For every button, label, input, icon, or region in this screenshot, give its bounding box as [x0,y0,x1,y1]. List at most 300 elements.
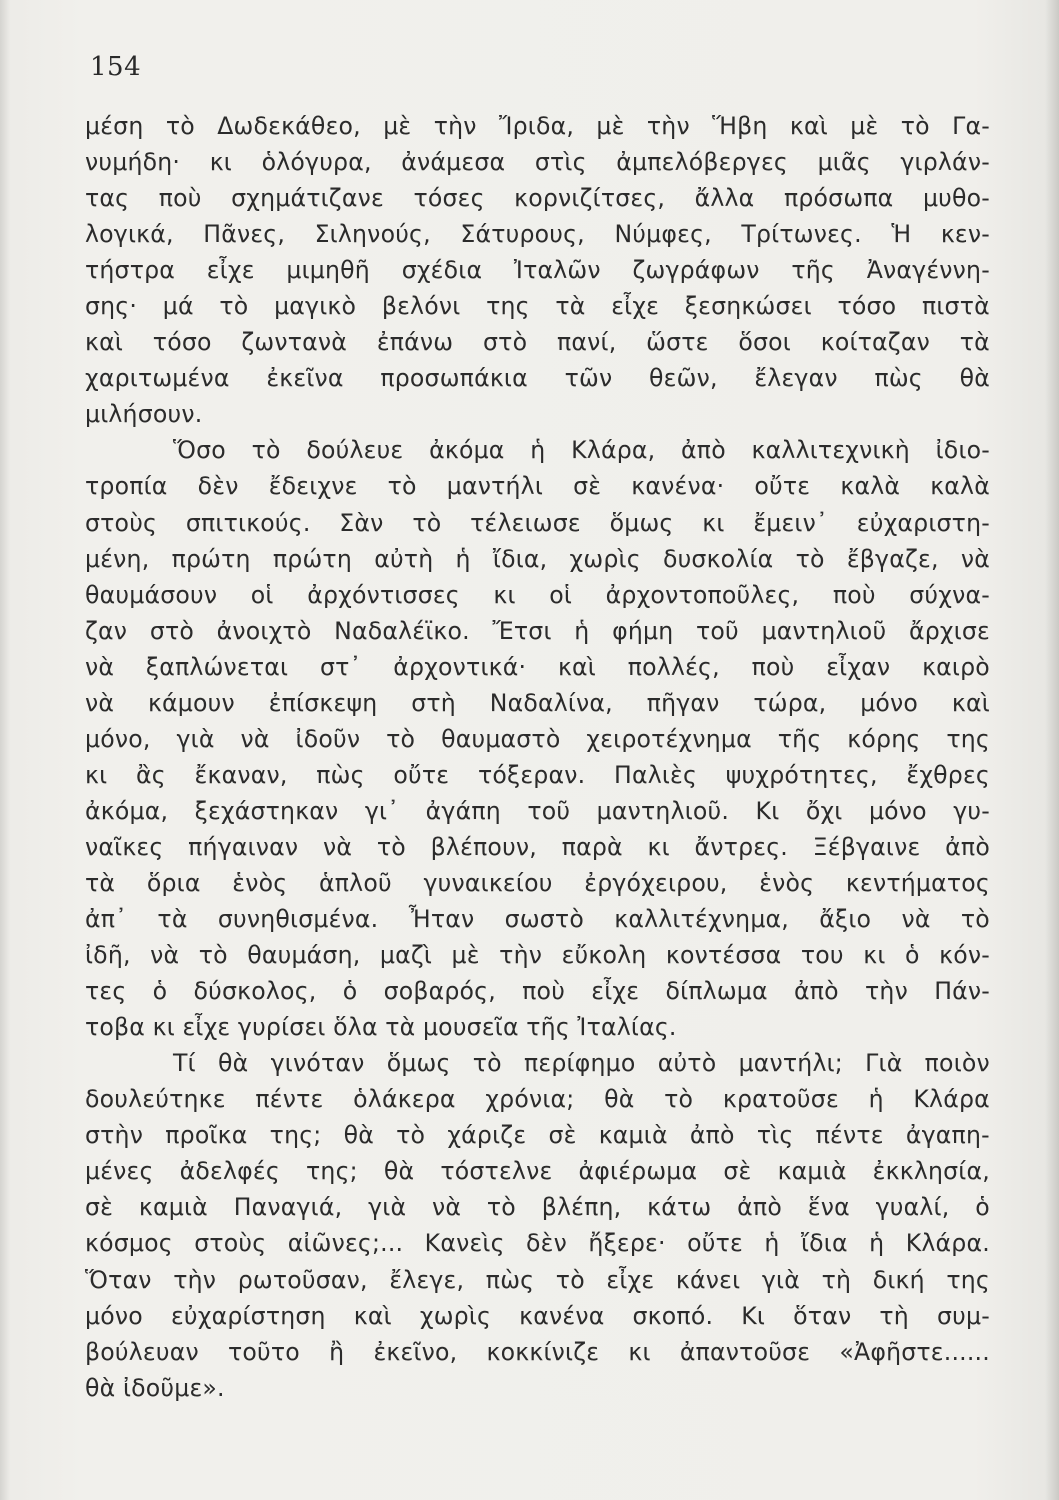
word: κανένα [519,1301,605,1330]
word: μιμηθῆ [286,256,370,285]
word: ἀκόμα [429,436,505,465]
text-line [85,1262,990,1298]
page-number: 154 [90,52,142,82]
word: ὁ [975,1193,990,1222]
word: γιρλάν- [900,148,990,177]
word: βελόνι [381,292,461,321]
word: Δωδεκάθεο, [217,112,361,140]
word: Ναδαλέϊκο. [334,616,470,645]
word: γινόταν [270,1049,365,1078]
word: αὐτὴ [374,544,434,573]
word: ἴδια [800,1229,848,1258]
word: νὰ [431,1193,462,1222]
word: τὰ [85,868,116,897]
word: θὰ [959,364,990,393]
word: παρὰ [561,832,623,861]
word: Ἀναγέννη- [866,256,990,285]
word: βλέπη, [541,1193,622,1222]
word: ἀφιέρωμα [578,1157,698,1186]
word: εὔκολη [561,941,647,970]
word: θαυμάσουν [85,580,218,609]
word: Κλάρα. [905,1229,990,1258]
word: ἄντρες. [694,832,788,861]
word: δική [872,1265,925,1294]
word: τὶς [756,1121,794,1150]
word: Γιὰ [865,1049,903,1078]
word: Κλάρα, [571,436,656,465]
word: Ξέβγαινε [812,832,921,861]
word: μυθο- [922,184,990,213]
word: τὸ [165,112,195,140]
text-line [85,721,990,757]
word: της; [269,1121,322,1150]
word: στὸ [149,616,195,645]
word: κι [647,832,670,861]
word: Παλιὲς [614,760,698,789]
word: μένες [85,1157,154,1186]
word: θὰ [85,1373,116,1402]
word: τοῦ [696,616,739,645]
word: δύσκολος, [193,977,317,1006]
word: κι [85,760,108,789]
word: αἰῶνες;... [287,1229,404,1258]
word: Ἡ [891,220,912,249]
word: κι [702,508,725,537]
word: νὰ [240,724,270,753]
word: μόνο [85,1301,143,1330]
word: ποιὸν [924,1049,990,1078]
word: πρώτη [272,544,352,573]
word: τήστρα [85,256,176,285]
word: καλὰ [840,472,901,501]
word: ἢ [329,1337,345,1366]
word: στ᾿ [319,652,362,681]
word: ἡ [868,1085,884,1114]
word: μόνο [868,796,927,825]
word: εὐχαριστη- [856,508,990,537]
word: στοὺς [194,1229,267,1258]
word: τὴν [646,112,690,140]
word: Κανεὶς [424,1229,505,1258]
word: στοὺς [85,508,158,537]
word: ἰδοῦν [295,724,361,753]
word: εἶχε [206,256,255,285]
word: ζωγράφων [632,256,760,285]
word: σὲ [723,1157,752,1186]
word: καλλιτέχνημα, [614,905,789,934]
text-line [85,937,990,973]
word: ἰδοῦμε». [122,1373,225,1402]
word: κορνιζίτσες, [514,184,666,213]
word: ἤξερε· [588,1229,666,1258]
word: προσωπάκια [380,364,528,393]
word: Τρίτωνες. [741,220,862,249]
word: μόνο [860,688,919,717]
text-line [85,613,990,649]
word: στὸ [483,328,528,357]
text-line [85,1009,990,1045]
word: νὰ [323,832,353,861]
word: σὲ [548,1121,577,1150]
text-line [85,216,990,252]
word: ποὺ [832,580,876,609]
word: Ἥβη [712,112,768,140]
word: τώρα, [753,688,827,717]
word: τὴν [499,941,543,970]
word: ποὺ [158,184,202,213]
word: τῆς [777,724,822,753]
word: της [946,1265,990,1294]
word: ἐκεῖνα [266,364,344,393]
word: ἀπὸ [794,977,839,1006]
word: κοντέσσα [665,941,782,970]
word: Ἔτσι [492,616,552,645]
word: οἱ [250,580,274,609]
word: δίπλωμα [665,977,768,1006]
word: καὶ [557,652,596,681]
word: ἔμειν᾿ [753,508,828,537]
word: δυσκολία [662,544,774,573]
word: χάριζε [447,1121,527,1150]
word: τες [85,977,127,1006]
word: γυρίσει [237,1013,326,1042]
word: καὶ [951,688,990,717]
word: καμιὰ [777,1157,847,1186]
word: ναῖκες [85,832,164,861]
word: τὸ [795,544,825,573]
word: τόσο [837,292,897,321]
text-line [85,1189,990,1225]
word: ἐπίσκεψη [268,688,378,717]
text-line [85,973,990,1009]
word: σὲ [573,472,602,501]
word: νὰ [901,905,931,934]
word: τῶν [564,364,613,393]
word: ἀνάμεσα [401,148,506,177]
word: κεν- [940,220,990,249]
text-line [85,252,990,288]
word: θαυμάση, [247,941,361,970]
text-line [85,829,990,865]
word: μιλήσουν. [85,400,203,429]
word: γι᾿ [364,796,400,825]
word: ἰδῆ, [85,941,131,970]
word: οὔτε [393,760,450,789]
word: τὴν [865,977,908,1006]
word: ἐκεῖνο, [373,1337,458,1366]
word: θὰ [604,1085,635,1114]
word: στὴ [411,688,456,717]
word: εἶχαν [826,652,891,681]
word: ἔδειχνε [268,472,358,501]
word: μαντήλι [446,472,544,501]
word: κεντήματος [845,868,990,897]
word: ἀπὸ [945,832,990,861]
word: ἀρχοντοποῦλες, [605,580,800,609]
word: μόνο, [85,724,151,753]
word: τὴν [433,112,477,140]
word: γιὰ [368,1193,407,1222]
word: κάνει [675,1265,741,1294]
word: Ὅσο [173,436,226,465]
word: ἀδελφές [179,1157,280,1186]
word: στὴν [85,1121,144,1150]
word: οὔτε [687,1229,743,1258]
text-line [85,324,990,360]
word: τόξεραν. [477,760,586,789]
word: τοβα [85,1013,146,1042]
text-line [85,468,990,504]
word: αὐτὸ [657,1049,717,1078]
word: θαυμαστὸ [441,724,561,753]
word: σύχνα- [909,580,990,609]
word: μαζὶ [379,941,433,970]
word: καὶ [353,1301,392,1330]
word: ὅρια [146,868,201,897]
word: ξεσηκώσει [684,292,812,321]
text-line [85,685,990,721]
word: περίφημο [524,1049,636,1078]
word: ἡ [530,436,546,465]
word: μιᾶς [817,148,871,177]
word: χρόνια; [485,1085,575,1114]
word: ἀρχόντισσες [307,580,460,609]
word: ρωτοῦσαν, [237,1265,368,1294]
text-line [85,757,990,793]
word: εἶχε [182,1013,231,1042]
word: ἰδιο- [935,436,990,465]
word: ἀπαντοῦσε [679,1337,811,1366]
word: ἡ [869,1229,885,1258]
word: Σὰν [339,508,384,537]
word: ἔβγαζε, [846,544,939,573]
word: Παναγιά, [233,1193,343,1222]
text-line [85,144,990,180]
text-line [85,360,990,396]
word: μαντηλιοῦ [761,616,887,645]
word: της [946,724,990,753]
word: νὰ [85,688,115,717]
word: τὰ [157,905,188,934]
word: τὸ [900,112,930,140]
word: τὸ [486,1193,516,1222]
word: ἀνοιχτὸ [216,616,312,645]
word: εἶχε [611,292,660,321]
word: Κι [755,796,780,825]
word: ἕνα [807,1193,850,1222]
text-line [85,793,990,829]
word: προῖκα [165,1121,248,1150]
word: οἱ [549,580,573,609]
word: μένη, [85,544,150,573]
word: ἀμπελόβεργες [616,148,788,177]
word: θὰ [218,1049,249,1078]
word: πὼς [874,364,923,393]
word: σχημάτιζανε [231,184,384,213]
word: ἡ [764,1229,780,1258]
word: της; [306,1157,358,1186]
word: χαριτωμένα [85,364,230,393]
word: τὴ [879,1301,909,1330]
text-line [85,505,990,541]
word: καιρὸ [922,652,990,681]
word: ἀγαπη- [905,1121,990,1150]
word: ἀπὸ [681,436,726,465]
word: ἄλλα [694,184,755,213]
word: τροπία [85,472,168,501]
word: λογικά, [85,220,174,249]
word: συμ- [937,1301,990,1330]
word: μαντηλιοῦ. [596,796,730,825]
text-line [85,649,990,685]
word: ὁλόγυρα, [261,148,372,177]
word: Κι [741,1301,766,1330]
word: τὸ [472,1049,502,1078]
word: ἐκκλησία, [872,1157,990,1186]
word: κοίταζαν [820,328,930,357]
word: πὼς [485,1265,535,1294]
word: μουσεῖα [422,1013,519,1042]
word: τόσες [413,184,485,213]
word: τὸ [386,724,416,753]
word: καὶ [85,328,124,357]
word: κι [628,1337,651,1366]
word: σχέδια [401,256,483,285]
word: θεῶν, [649,364,718,393]
word: ὅλα [333,1013,378,1042]
word: πιστὰ [921,292,990,321]
word: γυ- [953,796,990,825]
word: τὴν [173,1265,217,1294]
word: ξαπλώνεται [145,652,289,681]
word: ὅμως [609,508,674,537]
word: θὰ [383,1157,415,1186]
text-line [85,1298,990,1334]
text-line [85,1370,990,1406]
word: μαγικὸ [274,292,357,321]
word: χωρὶς [419,1301,492,1330]
word: τὸ [664,1085,694,1114]
word: πανί, [556,328,617,357]
text-line [85,577,990,613]
word: Ἰταλίας. [577,1013,677,1042]
word: καλὰ [930,472,990,501]
word: ἀπὸ [689,1121,735,1150]
word: ὁ [342,977,358,1006]
word: της [486,292,530,321]
word: καμιὰ [138,1193,208,1222]
word: Ὅταν [85,1265,152,1294]
word: ἡ [455,544,471,573]
word: θὰ [343,1121,374,1150]
page-gutter-shadow [0,0,10,1500]
word: ξεχάστηκαν [194,796,339,825]
word: ἄξιο [819,905,872,934]
word: ποὺ [751,652,795,681]
word: κόρης [847,724,921,753]
word: σης· [85,292,138,321]
word: νὰ [150,941,180,970]
word: κρατοῦσε [722,1085,839,1114]
word: τὸ [387,472,417,501]
word: τὸ [376,832,406,861]
word: εἶχε [591,977,640,1006]
word: ὅταν [793,1301,852,1330]
word: οὔτε [754,472,811,501]
word: ψυχρότητες, [725,760,878,789]
word: ἁπλοῦ [319,868,392,897]
word: ζωντανὰ [241,328,348,357]
word: χωρὶς [569,544,641,573]
text-line [85,1225,990,1261]
word: τοῦ [527,796,571,825]
word: τὴ [821,1265,852,1294]
word: κοκκίνιζε [486,1337,600,1366]
word: ὁ [152,977,168,1006]
word: νυμήδη· [85,148,181,177]
word: κόν- [939,941,990,970]
word: τὸ [960,905,990,934]
word: ἔλεγε, [389,1265,465,1294]
word: Πάν- [934,977,990,1006]
word: δούλευε [306,436,404,465]
word: «Ἀφῆστε...... [839,1337,990,1366]
word: Πᾶνες, [203,220,286,249]
word: τὸ [198,941,228,970]
word: Τί [173,1049,196,1078]
word: ἀκόμα, [85,796,169,825]
word: ἑνὸς [759,868,815,897]
text-line [85,541,990,577]
word: εὐχαρίστηση [170,1301,326,1330]
word: μὲ [383,112,412,140]
word: ἔλεγαν [754,364,838,393]
word: πρώτη [171,544,251,573]
text-line [85,288,990,324]
word: ἡ [574,616,590,645]
word: τόσο [152,328,212,357]
word: Γα- [952,112,990,140]
word: δὲν [197,472,239,501]
word: πέντε [255,1085,324,1114]
word: σκοπό. [632,1301,714,1330]
word: στὶς [534,148,587,177]
word: μέση [85,112,144,140]
word: πὼς [316,760,365,789]
word: Ἴριδα, [498,112,575,140]
word: γυναικείου [423,868,553,897]
word: κόσμος [85,1229,173,1258]
word: Ἰταλῶν [513,256,601,285]
word: τόστελνε [440,1157,553,1186]
word: κι [152,1013,175,1042]
word: πῆγαν [646,688,720,717]
word: νὰ [85,652,115,681]
word: τὰ [385,1013,416,1042]
word: τὸ [555,1265,585,1294]
text-line [85,1045,990,1081]
word: ἐπάνω [376,328,454,357]
word: βούλευαν [85,1337,199,1366]
text-line [85,901,990,937]
word: τῆς [526,1013,570,1042]
word: σοβαρός, [383,977,496,1006]
word: βλέπουν, [430,832,537,861]
word: τὸ [251,436,281,465]
text-line [85,1153,990,1189]
word: ἀπ᾿ [85,905,128,934]
word: ἔκαναν, [194,760,288,789]
